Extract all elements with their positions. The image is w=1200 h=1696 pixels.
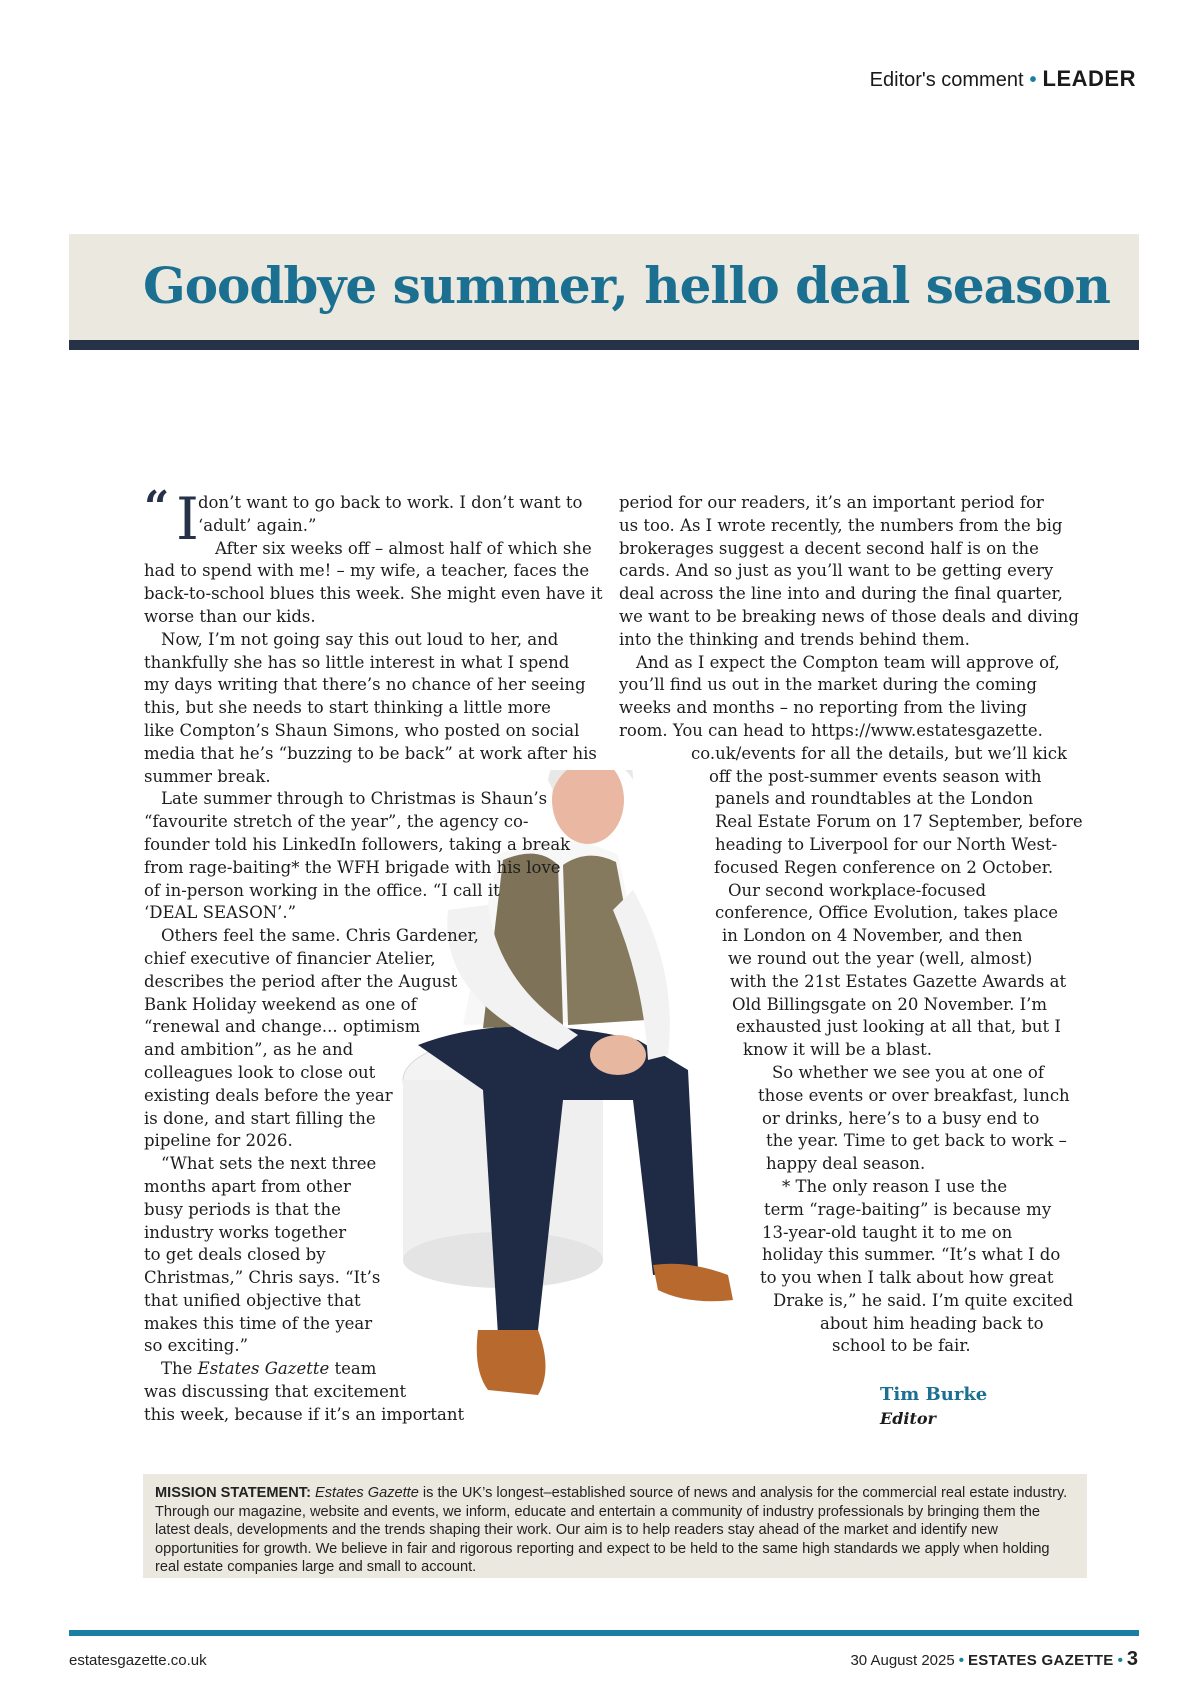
article-line: back-to-school blues this week. She might even have it xyxy=(144,584,603,604)
article-line: The Estates Gazette team xyxy=(161,1359,377,1379)
article-line: pipeline for 2026. xyxy=(144,1131,293,1151)
article-line: the year. Time to get back to work – xyxy=(766,1131,1067,1151)
page-title: Goodbye summer, hello deal season xyxy=(143,256,1110,315)
article-line: chief executive of financier Atelier, xyxy=(144,948,436,968)
article-line: Real Estate Forum on 17 September, before xyxy=(715,812,1083,832)
article-line: had to spend with me! – my wife, a teacher, faces the xyxy=(144,561,590,581)
article-line: you’ll find us out in the market during the coming xyxy=(619,675,1037,695)
article-line: us too. As I wrote recently, the numbers from the big xyxy=(619,515,1063,535)
article-line: ‘adult’ again.” xyxy=(198,515,317,535)
article-line: Our second workplace-focused xyxy=(728,880,987,900)
article-line: school to be fair. xyxy=(832,1336,971,1356)
article-line: thankfully she has so little interest in what I spend xyxy=(144,652,570,672)
article-line: term “rage-baiting” is because my xyxy=(764,1199,1052,1219)
article-line: panels and roundtables at the London xyxy=(715,789,1034,809)
article-line: with the 21st Estates Gazette Awards at xyxy=(730,971,1067,991)
article-line: of in-person working in the office. “I call it xyxy=(144,880,500,900)
article-line: ‘DEAL SEASON’.” xyxy=(144,903,297,923)
mission-statement xyxy=(143,1474,1087,1578)
article-line: existing deals before the year xyxy=(144,1085,393,1105)
article-line: 13-year-old taught it to me on xyxy=(762,1222,1013,1242)
section-label: LEADER xyxy=(1042,66,1136,91)
article-line: co.uk/events for all the details, but we’ll kick xyxy=(691,743,1068,763)
article-line: was discussing that excitement xyxy=(144,1382,407,1402)
article-line: we round out the year (well, almost) xyxy=(728,948,1033,968)
article-line: into the thinking and trends behind them. xyxy=(619,629,970,649)
byline xyxy=(880,1384,987,1428)
drop-cap: I xyxy=(176,485,199,553)
footer-rule xyxy=(69,1630,1139,1636)
article-line: happy deal season. xyxy=(766,1154,926,1174)
article-line: So whether we see you at one of xyxy=(772,1062,1044,1082)
article-line: founder told his LinkedIn followers, taking a break xyxy=(144,834,571,854)
right-lines xyxy=(619,492,1089,1358)
article-line: media that he’s “buzzing to be back” at work after his xyxy=(144,743,597,763)
footer-url: estatesgazette.co.uk xyxy=(69,1652,207,1669)
page-number: 3 xyxy=(1126,1648,1138,1670)
article-line: cards. And so just as you’ll want to be getting every xyxy=(619,561,1054,581)
left-lines xyxy=(144,485,603,1427)
footer-separator-2: • xyxy=(1117,1652,1123,1669)
section-tag xyxy=(870,66,1136,92)
article-line: room. You can head to https://www.estatesgazette. xyxy=(619,720,1043,740)
article-line: “renewal and change... optimism xyxy=(144,1017,421,1037)
article-line: And as I expect the Compton team will approve of, xyxy=(636,652,1060,672)
article-line: Now, I’m not going say this out loud to her, and xyxy=(161,629,559,649)
section-name: Editor's comment xyxy=(869,69,1024,91)
article-line: focused Regen conference on 2 October. xyxy=(714,857,1054,877)
article-line: holiday this summer. “It’s what I do xyxy=(762,1245,1061,1265)
article-line: describes the period after the August xyxy=(144,971,458,991)
article-line: about him heading back to xyxy=(820,1313,1044,1333)
author-role: Editor xyxy=(880,1409,936,1428)
article-line: busy periods is that the xyxy=(144,1199,341,1219)
mission-label: MISSION STATEMENT: xyxy=(155,1485,311,1501)
article-line: or drinks, here’s to a busy end to xyxy=(762,1108,1040,1128)
author-name: Tim Burke xyxy=(880,1384,988,1405)
article-line: colleagues look to close out xyxy=(144,1062,376,1082)
issue-date: 30 August 2025 xyxy=(850,1652,955,1669)
article-line: this, but she needs to start thinking a little more xyxy=(144,698,551,718)
article-line: know it will be a blast. xyxy=(743,1040,932,1060)
article-line: and ambition”, as he and xyxy=(144,1040,354,1060)
article-line: Others feel the same. Chris Gardener, xyxy=(161,926,479,946)
section-separator: • xyxy=(1029,69,1037,91)
article-line: conference, Office Evolution, takes place xyxy=(715,903,1059,923)
article-line: this week, because if it’s an important xyxy=(144,1404,465,1424)
article-line: in London on 4 November, and then xyxy=(722,926,1023,946)
article-line: “What sets the next three xyxy=(161,1154,377,1174)
article-column-left xyxy=(144,482,603,1427)
article-line: * The only reason I use the xyxy=(782,1176,1008,1196)
article-line: heading to Liverpool for our North West- xyxy=(715,834,1058,854)
article-line: makes this time of the year xyxy=(144,1313,373,1333)
article-line: summer break. xyxy=(144,766,271,786)
article-line: we want to be breaking news of those deals and diving xyxy=(619,606,1079,626)
article-line: Drake is,” he said. I’m quite excited xyxy=(773,1290,1074,1310)
article-line: from rage-baiting* the WFH brigade with his love xyxy=(144,857,561,877)
headline-panel xyxy=(69,234,1139,350)
article-line: “favourite stretch of the year”, the agency co- xyxy=(144,812,529,832)
article-line: Late summer through to Christmas is Shaun’s xyxy=(161,789,548,809)
article-line: Bank Holiday weekend as one of xyxy=(144,994,417,1014)
publication-italic: Estates Gazette xyxy=(197,1359,330,1379)
article-line: months apart from other xyxy=(144,1176,351,1196)
article-line: period for our readers, it’s an important period for xyxy=(619,493,1044,512)
mission-text: is the UK’s longest–established source of news and analysis for the commercial real estate industry. Through our magazine, website and events, we inform, educate and entertain a community of industry professionals by bringing them the latest deals, developments and the trends shaping their work. Our aim is to help readers stay ahead of the market and identify new opportunities for growth. We believe in fair and rigorous reporting and expect to be held to the same high standards we apply when holding real estate companies large and small to account. xyxy=(155,1485,1068,1576)
article-line: so exciting.” xyxy=(144,1336,249,1356)
footer-separator: • xyxy=(958,1652,964,1669)
article-line: to get deals closed by xyxy=(144,1245,326,1265)
article-line: exhausted just looking at all that, but I xyxy=(736,1017,1061,1037)
article-line: deal across the line into and during the final quarter, xyxy=(619,584,1063,604)
article-line: is done, and start filling the xyxy=(144,1108,376,1128)
article-line: brokerages suggest a decent second half is on the xyxy=(619,538,1039,558)
article-line: like Compton’s Shaun Simons, who posted on social xyxy=(144,720,580,740)
article-line: that unified objective that xyxy=(144,1290,361,1310)
article-line: industry works together xyxy=(144,1222,347,1242)
article-column-right xyxy=(619,492,1089,1358)
article-line: off the post-summer events season with xyxy=(709,766,1042,786)
article-line: worse than our kids. xyxy=(144,606,316,626)
article-line: don’t want to go back to work. I don’t want to xyxy=(198,493,583,512)
publication-name: ESTATES GAZETTE xyxy=(967,1652,1114,1669)
article-line: Old Billingsgate on 20 November. I’m xyxy=(732,994,1047,1014)
article-line: Christmas,” Chris says. “It’s xyxy=(144,1268,381,1288)
article-line: After six weeks off – almost half of which she xyxy=(215,538,592,558)
article-line: to you when I talk about how great xyxy=(760,1268,1054,1288)
mission-brand: Estates Gazette xyxy=(315,1485,419,1501)
article-line: my days writing that there’s no chance of her seeing xyxy=(144,675,586,695)
footer-info xyxy=(850,1648,1138,1671)
article-line: weeks and months – no reporting from the living xyxy=(619,698,1027,718)
article-line: those events or over breakfast, lunch xyxy=(758,1085,1070,1105)
opening-quote-mark: “ xyxy=(144,482,170,533)
